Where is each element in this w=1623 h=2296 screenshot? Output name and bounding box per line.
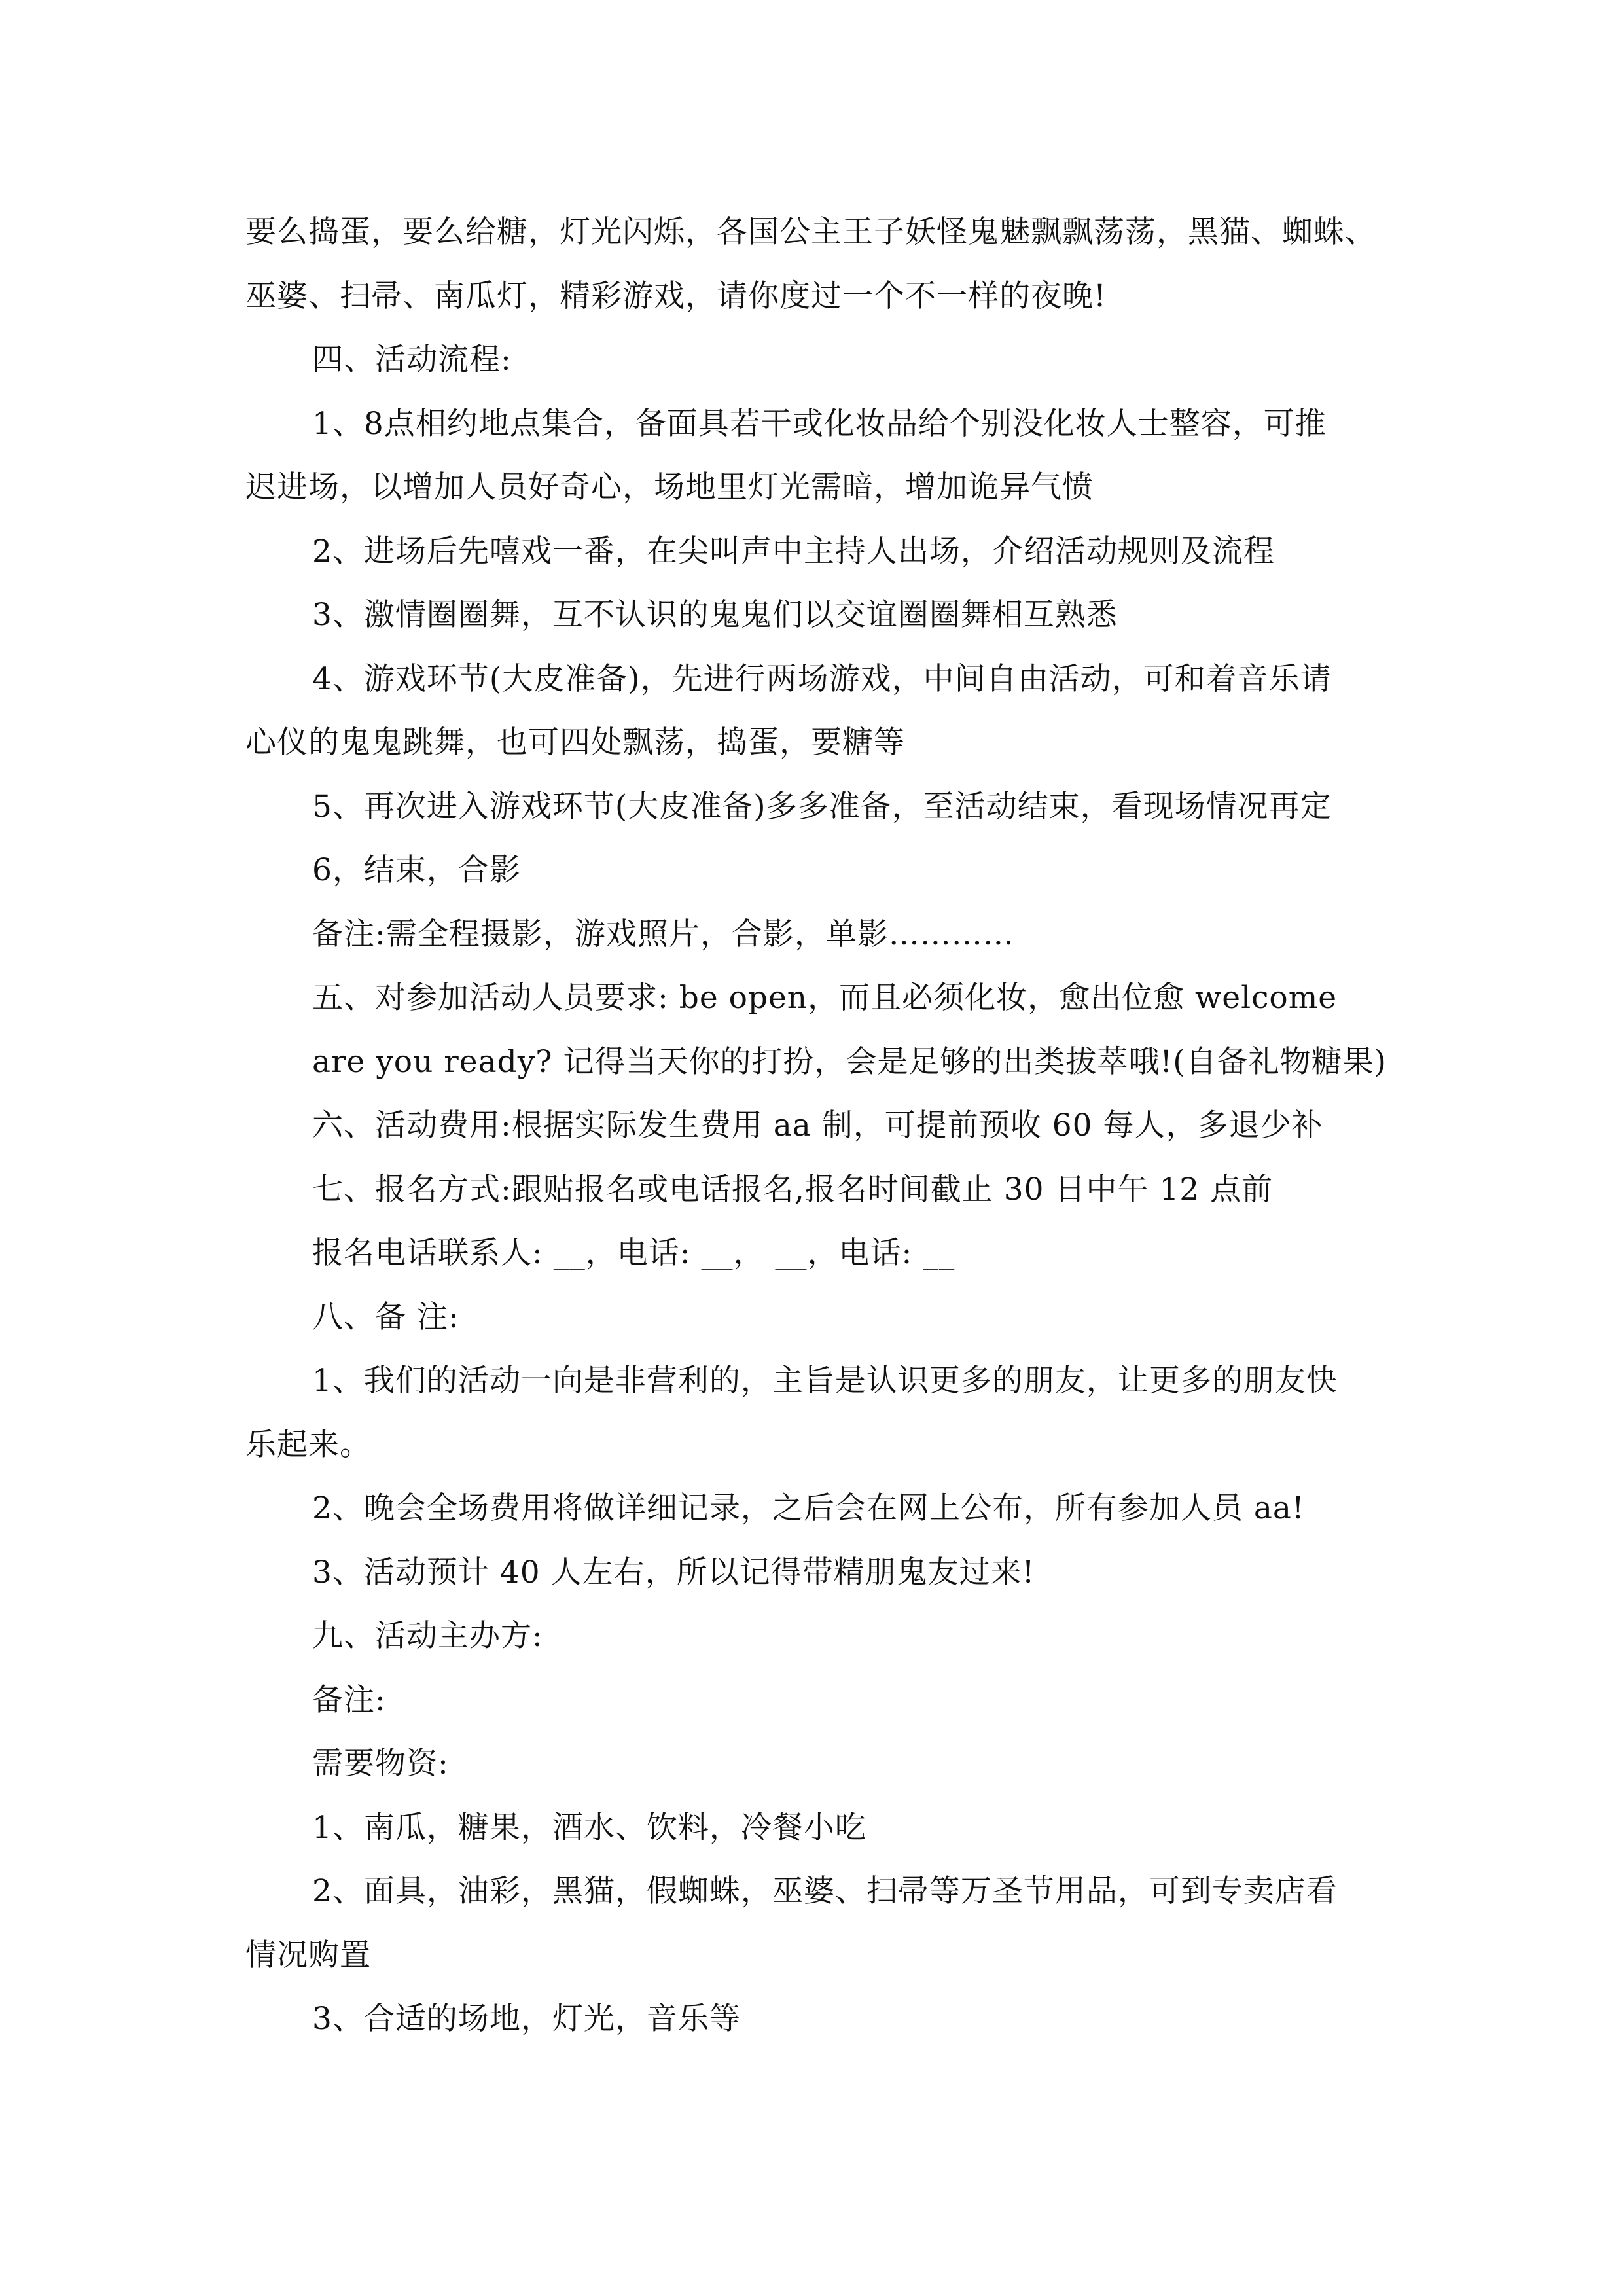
paragraph-line: 备注:: [312, 1681, 386, 1718]
paragraph-line: 2、进场后先嘻戏一番，在尖叫声中主持人出场，介绍活动规则及流程: [312, 533, 1275, 569]
document-body: [245, 200, 1387, 2051]
paragraph-line: 3、激情圈圈舞，互不认识的鬼鬼们以交谊圈圈舞相互熟悉: [312, 597, 1118, 633]
paragraph-line: 情况购置: [245, 1937, 371, 1973]
paragraph-line: 1、我们的活动一向是非营利的，主旨是认识更多的朋友，让更多的朋友快: [312, 1363, 1338, 1399]
paragraph-line: 五、对参加活动人员要求: be open，而且必须化妆，愈出位愈 welcome: [312, 980, 1338, 1016]
paragraph-line: 2、面具，油彩，黑猫，假蜘蛛，巫婆、扫帚等万圣节用品，可到专卖店看: [312, 1873, 1338, 1909]
paragraph-line: 3、活动预计 40 人左右，所以记得带精朋鬼友过来!: [312, 1554, 1035, 1590]
paragraph-line: 乐起来。: [245, 1426, 371, 1463]
paragraph-line: 心仪的鬼鬼跳舞，也可四处飘荡，捣蛋，要糖等: [245, 725, 905, 761]
paragraph-line: 3、合适的场地，灯光，音乐等: [312, 2001, 741, 2037]
paragraph-line: 要么捣蛋，要么给糖，灯光闪烁，各国公主王子妖怪鬼魅飘飘荡荡，黑猫、蜘蛛、: [245, 214, 1376, 250]
paragraph-line: 七、报名方式:跟贴报名或电话报名,报名时间截止 30 日中午 12 点前: [312, 1171, 1274, 1208]
paragraph-line: 巫婆、扫帚、南瓜灯，精彩游戏，请你度过一个不一样的夜晚!: [245, 278, 1107, 314]
paragraph-line: 备注:需全程摄影，游戏照片，合影，单影…………: [312, 916, 1014, 952]
paragraph-line: are you ready? 记得当天你的打扮，会是足够的出类拔萃哦!(自备礼物糖果): [312, 1043, 1387, 1080]
paragraph-line: 2、晚会全场费用将做详细记录，之后会在网上公布，所有参加人员 aa!: [312, 1490, 1305, 1526]
paragraph-line: 5、再次进入游戏环节(大皮准备)多多准备，至活动结束，看现场情况再定: [312, 788, 1332, 825]
paragraph-line: 八、备 注:: [312, 1299, 459, 1335]
paragraph-line: 需要物资:: [312, 1746, 449, 1782]
paragraph-line: 1、南瓜，糖果，酒水、饮料，冷餐小吃: [312, 1809, 866, 1846]
paragraph-line: 1、8点相约地点集合，备面具若干或化妆品给个别没化妆人士整容，可推: [312, 405, 1327, 442]
paragraph-line: 6，结束，合影: [312, 852, 521, 888]
paragraph-line: 4、游戏环节(大皮准备)，先进行两场游戏，中间自由活动，可和着音乐请: [312, 660, 1332, 697]
paragraph-line: 六、活动费用:根据实际发生费用 aa 制，可提前预收 60 每人，多退少补: [312, 1107, 1323, 1143]
paragraph-line: 报名电话联系人: __，电话: __， __，电话: __: [312, 1235, 955, 1271]
paragraph-line: 迟进场，以增加人员好奇心，场地里灯光需暗，增加诡异气愤: [245, 469, 1094, 505]
paragraph-line: 九、活动主办方:: [312, 1618, 543, 1654]
paragraph-line: 四、活动流程:: [312, 342, 512, 378]
